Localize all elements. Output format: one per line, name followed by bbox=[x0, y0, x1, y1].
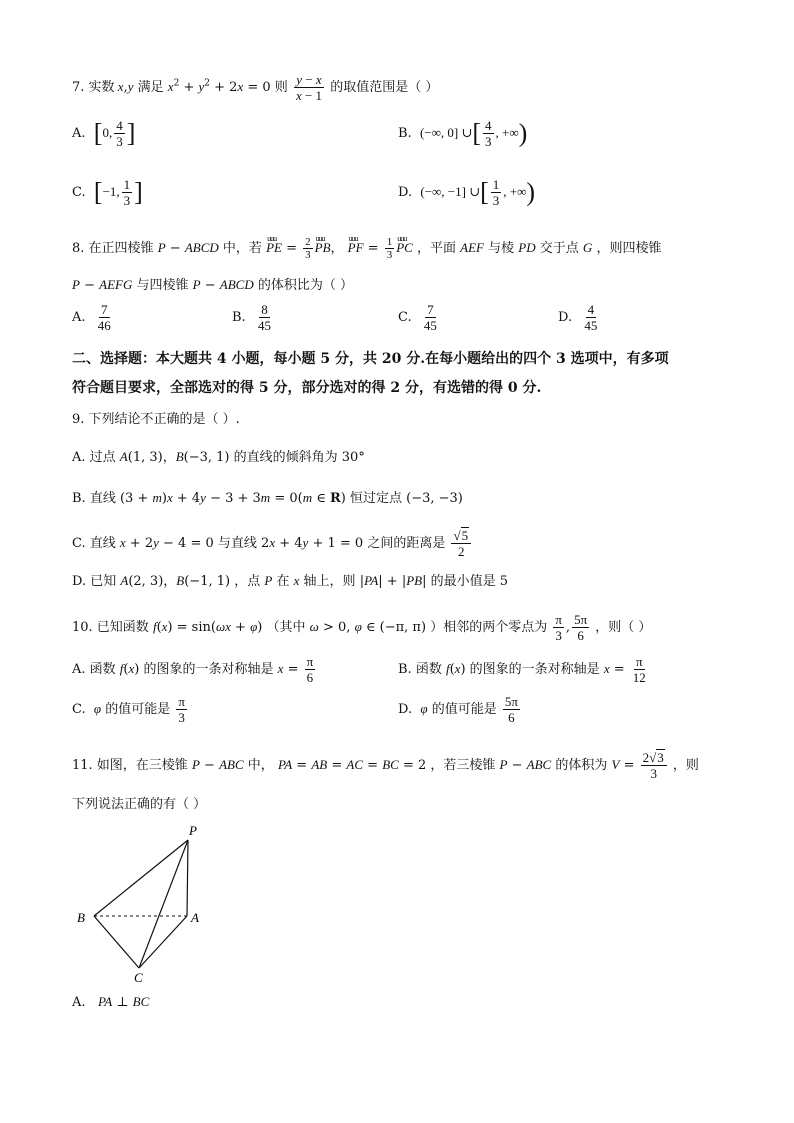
section-heading-line1: 二、选择题：本大题共 4 小题，每小题 5 分，共 20 分.在每小题给出的四个 3 选项中，有多项 bbox=[72, 351, 669, 367]
q7-stem: 7. 实数 x,y 满足 $x^2 + y^2 + 2x = 0$ 则 $\frac{y - x}{x - 1}$ 的取值范围是（ ） bbox=[72, 72, 439, 103]
q11-stem-line2: 下列说法正确的有（ ） bbox=[72, 797, 207, 812]
q7-option-c: C. [−1, $\frac{1}{3}$ ] bbox=[72, 177, 143, 208]
tetrahedron-figure bbox=[72, 822, 212, 987]
q8-stem-line2: P − AEFG 与四棱锥 P − ABCD 的体积比为（ ） bbox=[72, 277, 353, 293]
vertex-label-p: P bbox=[189, 823, 197, 838]
q8-option-b: B. $\frac{8}{45}$ bbox=[232, 302, 271, 333]
q11-stem-line1: 11. 如图，在三棱锥 P − ABC 中， PA = AB = AC = BC = 2 ，若三棱锥 P − ABC 的体积为 V = $\frac{2√3}{3}$ ，则 bbox=[72, 750, 699, 781]
q10-option-a: A. 函数 f(x) 的图象的一条对称轴是 x = $\frac{\pi}{6}$ bbox=[72, 654, 314, 685]
q9-stem: 9. 下列结论不正确的是（ ）. bbox=[72, 412, 240, 427]
q7-option-b: B. (−∞, 0] ∪[ $\frac{4}{3}$ , +∞) bbox=[398, 118, 528, 149]
q10-option-d: D. φ 的值可能是 $\frac{5\pi}{6}$ bbox=[398, 694, 518, 725]
section-heading-line2: 符合题目要求，全部选对的得 5 分，部分选对的得 2 分，有选错的得 0 分. bbox=[72, 380, 542, 396]
q8-option-d: D. $\frac{4}{45}$ bbox=[558, 302, 598, 333]
q8-option-c: C. $\frac{7}{45}$ bbox=[398, 302, 437, 333]
q9-option-d: D. 已知 A(2, 3)，B(−1, 1) ，点 P 在 x 轴上，则 |PA| + |PB| 的最小值是 5 bbox=[72, 573, 509, 589]
vertex-label-a: A bbox=[191, 910, 199, 925]
vertex-label-b: B bbox=[77, 910, 85, 925]
q9-option-a: A. 过点 A(1, 3)，B(−3, 1) 的直线的倾斜角为 30° bbox=[72, 449, 365, 465]
q10-option-b: B. 函数 f(x) 的图象的一条对称轴是 x = $\frac{\pi}{12}$ bbox=[398, 654, 646, 685]
q10-option-c: C. φ 的值可能是 $\frac{\pi}{3}$ bbox=[72, 694, 185, 725]
q9-option-b: B. 直线 (3 + m)x + 4y − 3 + 3m = 0(m ∈ R) 恒过定点 (−3, −3) bbox=[72, 490, 463, 506]
vertex-label-c: C bbox=[134, 970, 143, 985]
q7-option-d: D. (−∞, −1] ∪[ $\frac{1}{3}$ , +∞) bbox=[398, 177, 536, 208]
q11-option-a: A. PA ⊥ BC bbox=[72, 994, 150, 1010]
q10-stem: 10. 已知函数 f(x) = sin(ωx + φ) （其中 ω > 0, φ ∈ (−π, π) ）相邻的两个零点为 $\frac{\pi}{3}$ , $\frac{5\pi}{6}$ ，则（ ） bbox=[72, 612, 652, 643]
q8-option-a: A. $\frac{7}{46}$ bbox=[72, 302, 111, 333]
q7-option-a: A. [0, $\frac{4}{3}$ ] bbox=[72, 118, 136, 149]
q9-option-c: C. 直线 x + 2y − 4 = 0 与直线 2x + 4y + 1 = 0 之间的距离是 $\frac{√5}{2}$ bbox=[72, 528, 473, 559]
q8-stem-line1: 8. 在正四棱锥 P − ABCD 中，若 uuu PE = $\frac{2}{3}$ uuu PB， uuu PF = $\frac{1}{3}$ uuu PC ，平面 AEF 与棱 PD 交于点 G ，则四棱锥 bbox=[72, 236, 661, 261]
